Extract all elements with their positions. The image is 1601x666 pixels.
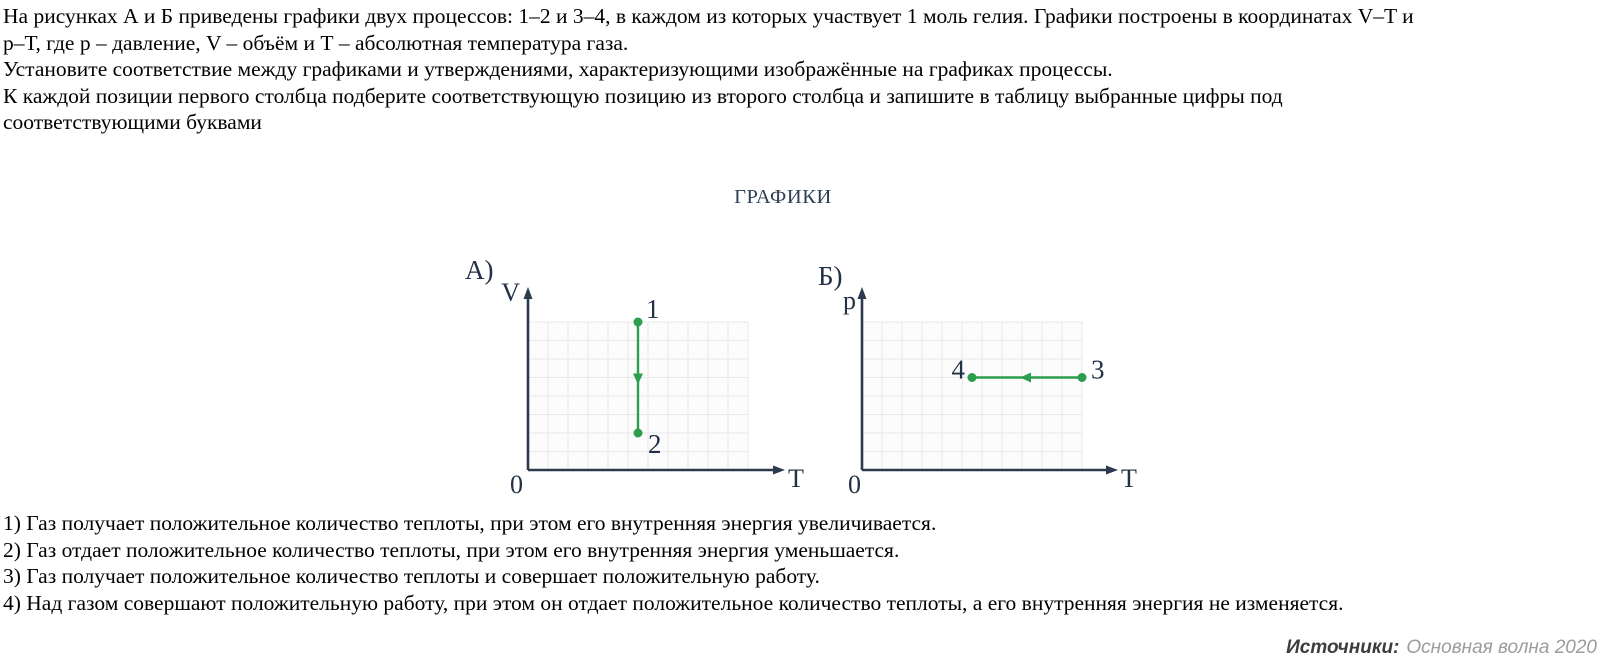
process-point-dot — [1078, 373, 1087, 382]
x-axis-label: T — [1121, 464, 1137, 493]
x-axis-arrowhead-icon — [1106, 466, 1118, 475]
origin-label: 0 — [848, 470, 861, 497]
source-attribution — [1286, 637, 1597, 659]
problem-line: соответствующими буквами — [3, 110, 262, 135]
statement-item: 3) Газ получает положительное количество теплоты и совершает положительную работу. — [3, 564, 820, 589]
y-axis-label: p — [843, 286, 856, 315]
figure-graph-b — [790, 252, 1140, 497]
graphs-section-title: ГРАФИКИ — [734, 186, 832, 208]
process-point-label: 4 — [951, 354, 965, 385]
process-point-dot — [968, 373, 977, 382]
x-axis-label: T — [788, 464, 804, 493]
process-point-label: 3 — [1091, 354, 1105, 385]
problem-line: Установите соответствие между графиками и утверждениями, характеризующими изображённые на графиках процессы. — [3, 57, 1113, 82]
x-axis-arrowhead-icon — [773, 466, 785, 475]
process-point-dot — [634, 429, 643, 438]
figure-graph-a — [455, 252, 805, 497]
statement-item: 2) Газ отдает положительное количество теплоты, при этом его внутренняя энергия уменьшается. — [3, 537, 900, 562]
graph-corner-label: А) — [465, 255, 494, 285]
graph-corner-label: Б) — [818, 261, 843, 291]
process-point-label: 1 — [646, 294, 660, 324]
problem-statement — [3, 3, 1599, 136]
problem-line: На рисунках А и Б приведены графики двух процессов: 1–2 и 3–4, в каждом из которых участвует 1 моль гелия. Графики построены в координатах V–T и — [3, 4, 1414, 28]
y-axis-arrowhead-icon — [858, 287, 867, 299]
statements-list — [3, 510, 1344, 617]
y-axis-arrowhead-icon — [524, 287, 533, 299]
process-point-label: 2 — [648, 429, 662, 459]
source-value: Основная волна 2020 — [1406, 637, 1597, 658]
problem-line: К каждой позиции первого столбца подберите соответствующую позицию из второго столбца и запишите в таблицу выбранные цифры под — [3, 83, 1283, 108]
origin-label: 0 — [510, 470, 523, 497]
y-axis-label: V — [501, 278, 520, 307]
problem-line: р–Т, где р – давление, V – объём и Т – абсолютная температура газа. — [3, 30, 629, 55]
statement-item: 1) Газ получает положительное количество теплоты, при этом его внутренняя энергия увеличивается. — [3, 511, 937, 535]
statement-item: 4) Над газом совершают положительную работу, при этом он отдает положительное количество теплоты, а его внутренняя энергия не изменяется. — [3, 591, 1344, 616]
source-label: Источники: — [1286, 637, 1400, 658]
process-point-dot — [634, 318, 643, 327]
